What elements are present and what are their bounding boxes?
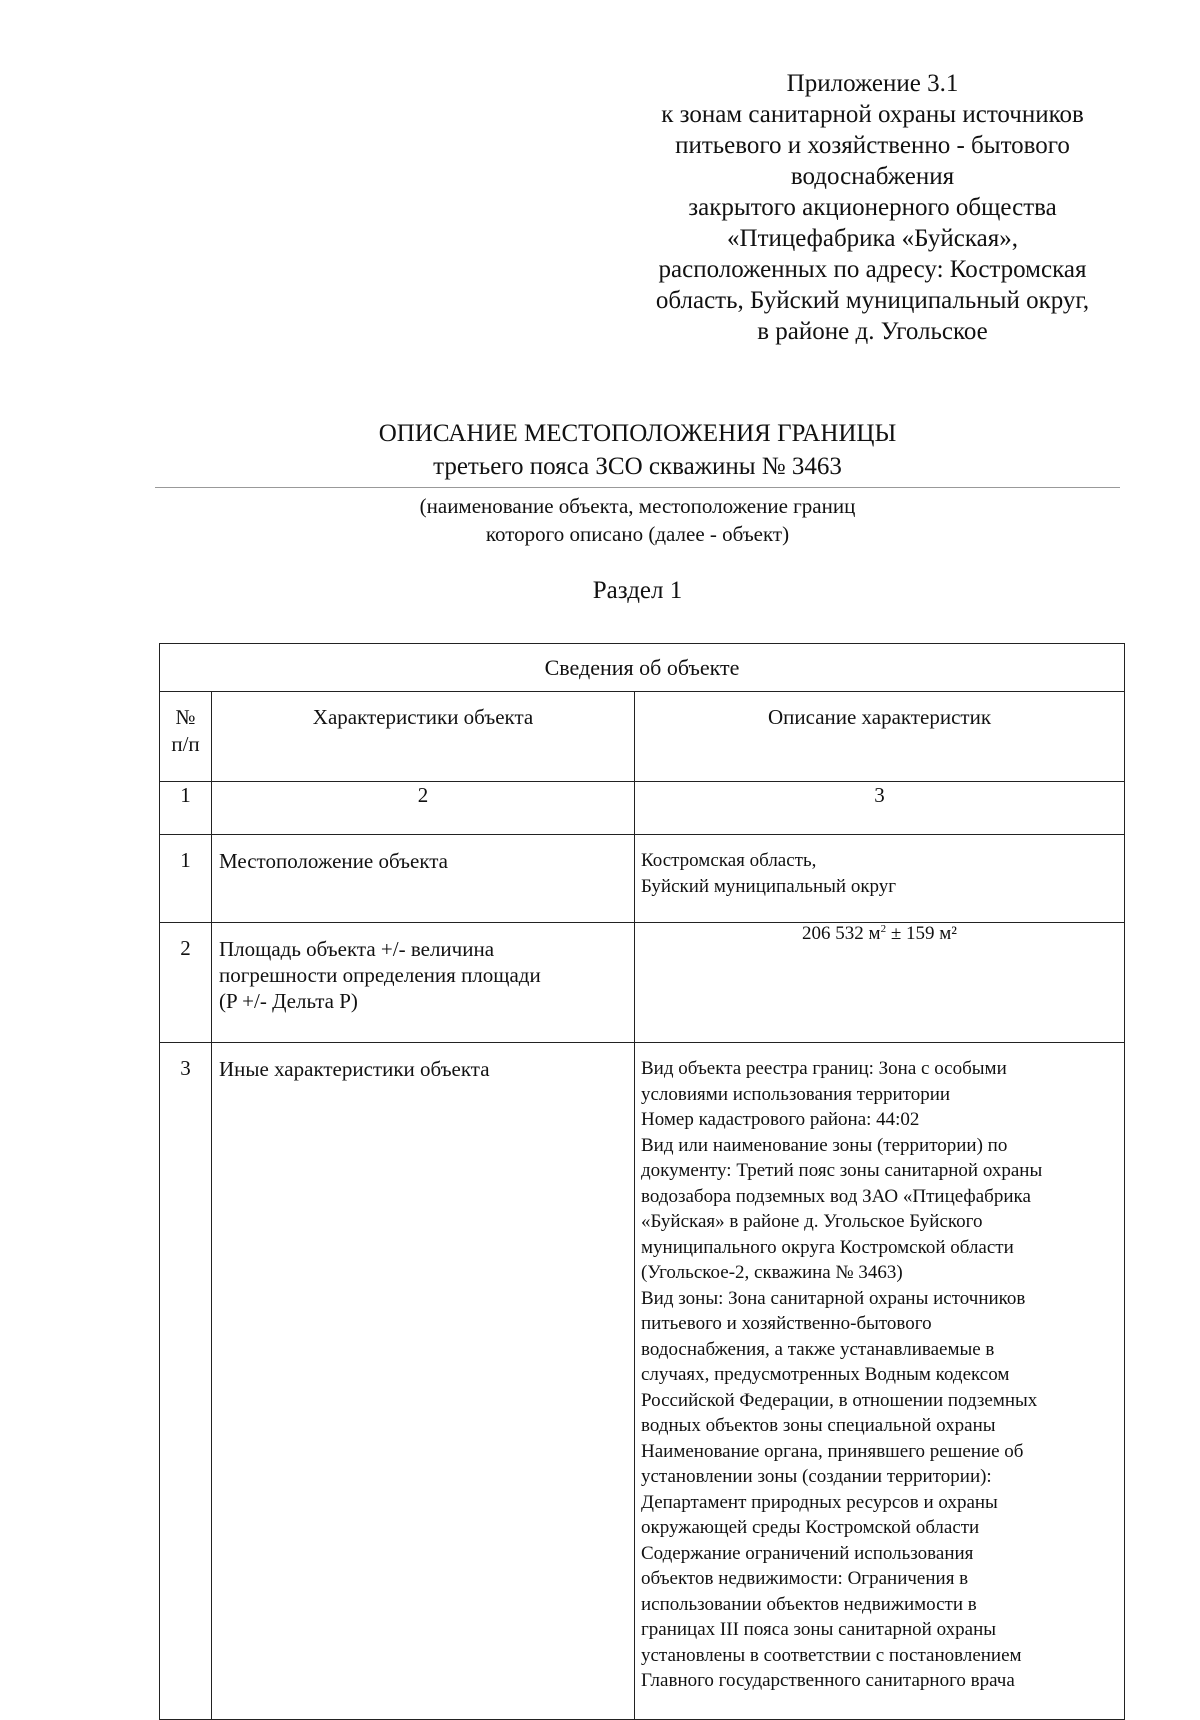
table-row	[160, 1043, 1125, 1720]
row-number: 1	[160, 835, 212, 923]
appendix-line: закрытого акционерного общества	[688, 194, 1057, 221]
description-line: Вид зоны: Зона санитарной охраны источников	[641, 1287, 1026, 1309]
caption-line: которого описано (далее - объект)	[485, 522, 790, 546]
characteristic-line: погрешности определения площади	[219, 963, 541, 987]
description-line: «Буйская» в районе д. Угольское Буйского	[641, 1211, 983, 1232]
appendix-line: «Птицефабрика «Буйская»,	[727, 225, 1018, 252]
row-number: 2	[160, 923, 212, 1043]
row-description	[635, 1043, 1125, 1720]
header-num-line: п/п	[171, 732, 200, 756]
area-exponent: 2	[880, 923, 887, 935]
heading-caption	[155, 492, 1120, 548]
area-value-cell	[635, 923, 1125, 1043]
description-line: документу: Третий пояс зоны санитарной охраны	[641, 1160, 1043, 1181]
description-line: Содержание ограничений использования	[641, 1542, 974, 1564]
header-description: Описание характеристик	[635, 692, 1125, 782]
description-line: Костромская область,	[641, 850, 817, 871]
appendix-line: Приложение 3.1	[786, 70, 959, 97]
caption-line: (наименование объекта, местоположение границ	[419, 494, 856, 518]
object-info-table	[159, 643, 1125, 1720]
document-subtitle: третьего пояса ЗСО скважины № 3463	[433, 453, 842, 480]
description-line: питьевого и хозяйственно-бытового	[641, 1313, 932, 1334]
description-line: установлены в соответствии с постановлением	[641, 1644, 1022, 1666]
row-characteristic: Иные характеристики объекта	[212, 1043, 635, 1720]
description-line: водоснабжения, а также устанавливаемые в	[641, 1338, 995, 1360]
description-line: Вид объекта реестра границ: Зона с особыми	[641, 1058, 1007, 1079]
section-title: Раздел 1	[592, 577, 683, 604]
column-number-row	[160, 782, 1125, 835]
description-line: Буйский муниципальный округ	[641, 875, 897, 897]
table-row	[160, 835, 1125, 923]
appendix-line: к зонам санитарной охраны источников	[661, 101, 1084, 128]
characteristic-line: Площадь объекта +/- величина	[219, 937, 495, 961]
table-header-row	[160, 692, 1125, 782]
header-num	[160, 692, 212, 782]
table-caption: Сведения об объекте	[160, 644, 1125, 692]
description-line: (Угольское-2, скважина № 3463)	[641, 1262, 903, 1283]
description-line: муниципального округа Костромской области	[641, 1236, 1014, 1258]
appendix-block	[600, 68, 1145, 347]
description-line: границах III пояса зоны санитарной охраны	[641, 1619, 996, 1640]
description-line: Наименование органа, принявшего решение об	[641, 1440, 1024, 1462]
table-row	[160, 923, 1125, 1043]
row-description	[635, 835, 1125, 923]
header-num-line: №	[175, 705, 196, 729]
document-heading	[155, 417, 1120, 483]
appendix-line: в районе д. Угольское	[757, 318, 988, 345]
heading-underline	[155, 487, 1120, 488]
description-line: случаях, предусмотренных Водным кодексом	[641, 1364, 1010, 1385]
description-line: условиями использования территории	[641, 1083, 951, 1105]
description-line: Вид или наименование зоны (территории) по	[641, 1134, 1008, 1156]
appendix-line: питьевого и хозяйственно - бытового	[675, 132, 1070, 159]
table-caption-row	[160, 644, 1125, 692]
description-line: Российской Федерации, в отношении подземных	[641, 1389, 1038, 1411]
area-tolerance: ± 159 м²	[886, 923, 957, 944]
description-line: водных объектов зоны специальной охраны	[641, 1415, 996, 1436]
document-title: ОПИСАНИЕ МЕСТОПОЛОЖЕНИЯ ГРАНИЦЫ	[378, 420, 897, 447]
description-line: объектов недвижимости: Ограничения в	[641, 1568, 969, 1589]
header-characteristics: Характеристики объекта	[212, 692, 635, 782]
column-number: 1	[160, 782, 212, 835]
row-characteristic	[212, 923, 635, 1043]
column-number: 3	[635, 782, 1125, 835]
row-number: 3	[160, 1043, 212, 1720]
column-number: 2	[212, 782, 635, 835]
appendix-line: расположенных по адресу: Костромская	[658, 256, 1087, 283]
description-line: Департамент природных ресурсов и охраны	[641, 1491, 998, 1513]
description-line: установлении зоны (создании территории):	[641, 1466, 992, 1487]
area-value: 206 532 м	[802, 923, 881, 944]
description-line: окружающей среды Костромской области	[641, 1517, 980, 1538]
description-line: водозабора подземных вод ЗАО «Птицефабрика	[641, 1185, 1031, 1207]
description-line: использовании объектов недвижимости в	[641, 1593, 977, 1615]
description-line: Главного государственного санитарного врача	[641, 1670, 1015, 1691]
row-characteristic: Местоположение объекта	[212, 835, 635, 923]
appendix-line: водоснабжения	[790, 163, 955, 190]
appendix-line: область, Буйский муниципальный округ,	[655, 287, 1090, 314]
characteristic-line: (P +/- Дельта P)	[219, 989, 358, 1013]
description-line: Номер кадастрового района: 44:02	[641, 1109, 920, 1130]
